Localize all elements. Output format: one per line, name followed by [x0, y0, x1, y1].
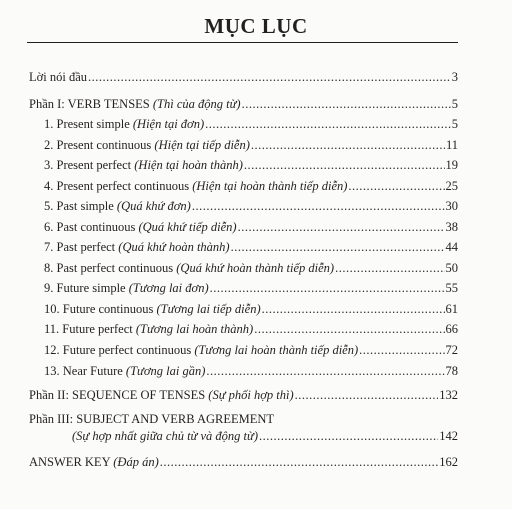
toc-label: (Sự hợp nhất giữa chủ từ và động từ): [72, 429, 259, 443]
toc-label: Phần I: VERB TENSES (Thì của động từ): [29, 97, 241, 111]
toc-page: 55: [445, 281, 458, 295]
toc-page: 66: [445, 322, 458, 336]
dot-leader: [242, 96, 451, 112]
toc-label: 10. Future continuous (Tương lai tiếp diễn): [44, 302, 261, 316]
toc-label: 9. Future simple (Tương lai đơn): [44, 281, 209, 295]
toc-entry-tense[interactable]: [44, 198, 458, 214]
toc-label: Phần II: SEQUENCE OF TENSES (Sự phối hợp thì): [29, 388, 294, 402]
dot-leader: [335, 260, 444, 276]
toc-page: 50: [445, 261, 458, 275]
toc-entry-part1[interactable]: [29, 96, 458, 112]
toc-label: 4. Present perfect continuous (Hiện tại hoàn thành tiếp diễn): [44, 179, 348, 193]
dot-leader: [231, 239, 445, 255]
toc-label: ANSWER KEY (Đáp án): [29, 455, 159, 469]
toc-label: 12. Future perfect continuous (Tương lai hoàn thành tiếp diễn): [44, 343, 359, 357]
dot-leader: [251, 137, 445, 153]
dot-leader: [210, 280, 445, 296]
toc-label: Lời nói đầu: [29, 70, 87, 84]
toc-entry-tense[interactable]: [44, 137, 458, 153]
toc-entry-tense[interactable]: [44, 301, 458, 317]
toc-page: 72: [445, 343, 458, 357]
page-title: MỤC LỤC: [204, 14, 308, 38]
toc-page: 162: [439, 455, 458, 469]
toc-label: 13. Near Future (Tương lai gần): [44, 364, 206, 378]
dot-leader: [88, 69, 451, 85]
toc-page: 5: [451, 97, 458, 111]
toc-page: 19: [445, 158, 458, 172]
toc-entry-answer-key[interactable]: [29, 454, 458, 470]
toc-page: 44: [445, 240, 458, 254]
toc-entry-tense[interactable]: [44, 157, 458, 173]
toc-entry-tense[interactable]: [44, 219, 458, 235]
dot-leader: [206, 363, 444, 379]
dot-leader: [295, 387, 439, 403]
toc-entry-tense[interactable]: [44, 363, 458, 379]
dot-leader: [262, 301, 445, 317]
dot-leader: [254, 321, 444, 337]
dot-leader: [244, 157, 445, 173]
toc-page: 142: [439, 429, 458, 443]
dot-leader: [205, 116, 451, 132]
toc-page: 132: [439, 388, 458, 402]
toc-entry-part2[interactable]: [29, 387, 458, 403]
toc-label: 8. Past perfect continuous (Quá khứ hoàn thành tiếp diễn): [44, 261, 335, 275]
toc-entry-part3-title[interactable]: Phần III: SUBJECT AND VERB AGREEMENT: [29, 412, 275, 426]
toc-page: 11: [445, 138, 458, 152]
toc-page: 25: [445, 179, 458, 193]
toc-entry-tense[interactable]: [44, 321, 458, 337]
toc-page: 5: [451, 117, 458, 131]
toc-entry-tense[interactable]: [44, 260, 458, 276]
toc-label: 3. Present perfect (Hiện tại hoàn thành): [44, 158, 243, 172]
toc-page: 61: [445, 302, 458, 316]
toc-label: 6. Past continuous (Quá khứ tiếp diễn): [44, 220, 237, 234]
toc-entry-preface[interactable]: [29, 69, 458, 85]
toc-entry-tense[interactable]: [44, 239, 458, 255]
toc-entry-tense[interactable]: [44, 342, 458, 358]
dot-leader: [359, 342, 444, 358]
dot-leader: [348, 178, 444, 194]
toc-label: 1. Present simple (Hiện tại đơn): [44, 117, 205, 131]
toc-page: 3: [451, 70, 458, 84]
toc-label: 7. Past perfect (Quá khứ hoàn thành): [44, 240, 230, 254]
toc-entry-tense[interactable]: [44, 116, 458, 132]
toc-page: 78: [445, 364, 458, 378]
dot-leader: [192, 198, 445, 214]
toc-label: 5. Past simple (Quá khứ đơn): [44, 199, 191, 213]
dot-leader: [238, 219, 445, 235]
toc-page: 30: [445, 199, 458, 213]
toc-entry-tense[interactable]: [44, 280, 458, 296]
dot-leader: [160, 454, 439, 470]
toc-label: 11. Future perfect (Tương lai hoàn thành): [44, 322, 254, 336]
toc-label: 2. Present continuous (Hiện tại tiếp diễn): [44, 138, 250, 152]
toc-entry-part3[interactable]: [72, 428, 458, 444]
toc-page: 38: [445, 220, 458, 234]
dot-leader: [259, 428, 438, 444]
toc-entry-tense[interactable]: [44, 178, 458, 194]
